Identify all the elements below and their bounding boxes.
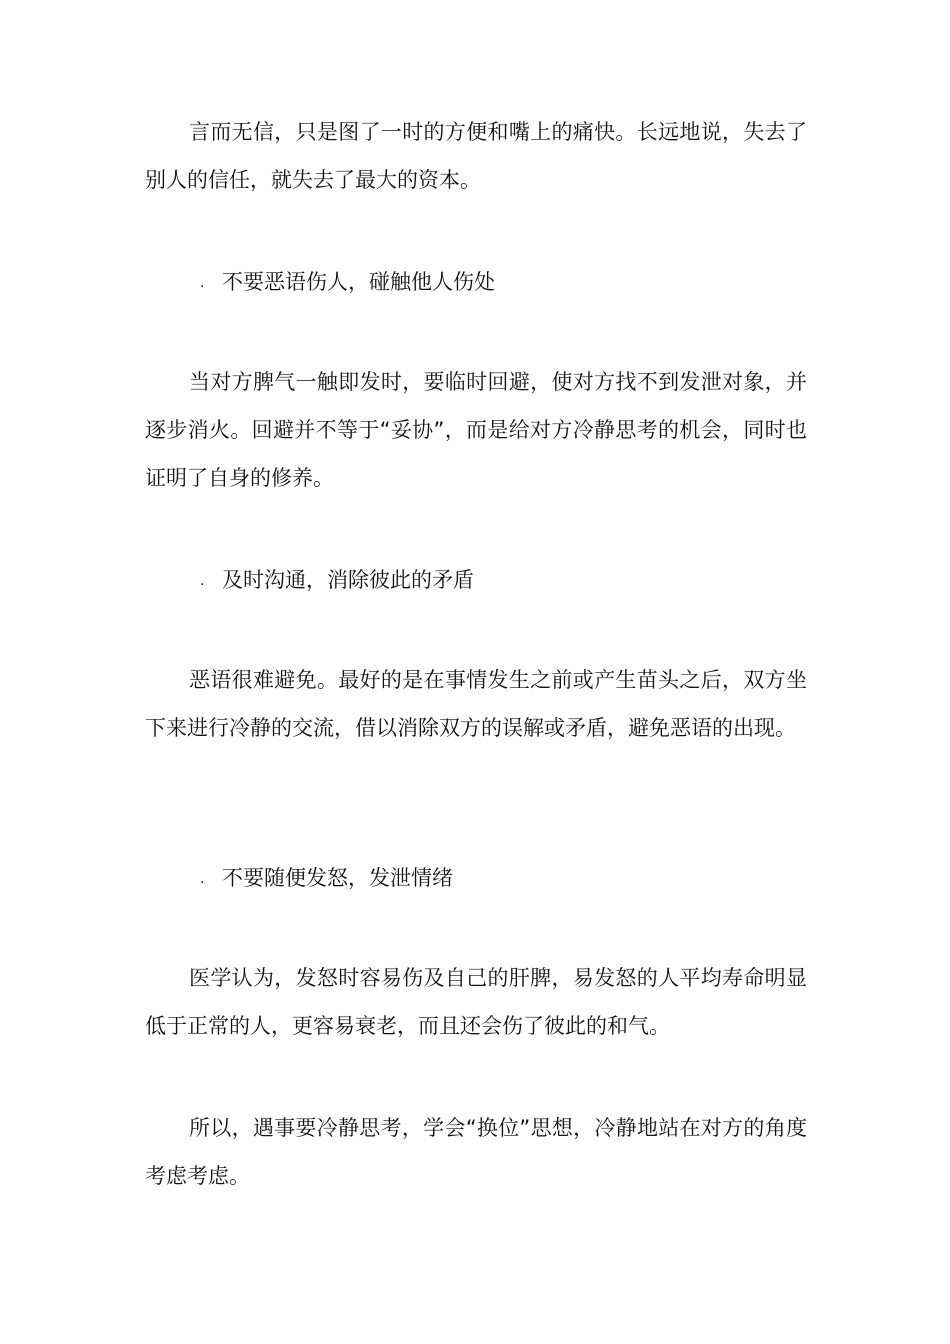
heading-text: 不要随便发怒，发泄情绪 (222, 866, 453, 890)
heading-text: 不要恶语伤人，碰触他人伤处 (222, 270, 495, 294)
paragraph-trust: 言而无信，只是图了一时的方便和嘴上的痛快。长远地说，失去了别人的信任，就失去了最大的资本。 (145, 120, 807, 192)
heading-no-hurtful-words (200, 267, 800, 298)
heading-text: 及时沟通，消除彼此的矛盾 (222, 568, 474, 592)
bullet-dot: . (200, 871, 205, 887)
paragraph-avoid-conflict: 当对方脾气一触即发时，要临时回避，使对方找不到发泄对象，并逐步消火。回避并不等于“妥协”，而是给对方冷静思考的机会，同时也证明了自身的修养。 (145, 370, 807, 490)
heading-no-anger (200, 863, 800, 894)
bullet-dot: . (200, 275, 205, 291)
paragraph-medical: 医学认为，发怒时容易伤及自己的肝脾，易发怒的人平均寿命明显低于正常的人，更容易衰老，而且还会伤了彼此的和气。 (145, 966, 807, 1038)
heading-communicate (200, 565, 800, 596)
paragraph-communication: 恶语很难避免。最好的是在事情发生之前或产生苗头之后，双方坐下来进行冷静的交流，借以消除双方的误解或矛盾，避免恶语的出现。 (145, 668, 807, 740)
paragraph-conclusion: 所以，遇事要冷静思考，学会“换位”思想，冷静地站在对方的角度考虑考虑。 (145, 1116, 807, 1188)
bullet-dot: . (200, 573, 205, 589)
